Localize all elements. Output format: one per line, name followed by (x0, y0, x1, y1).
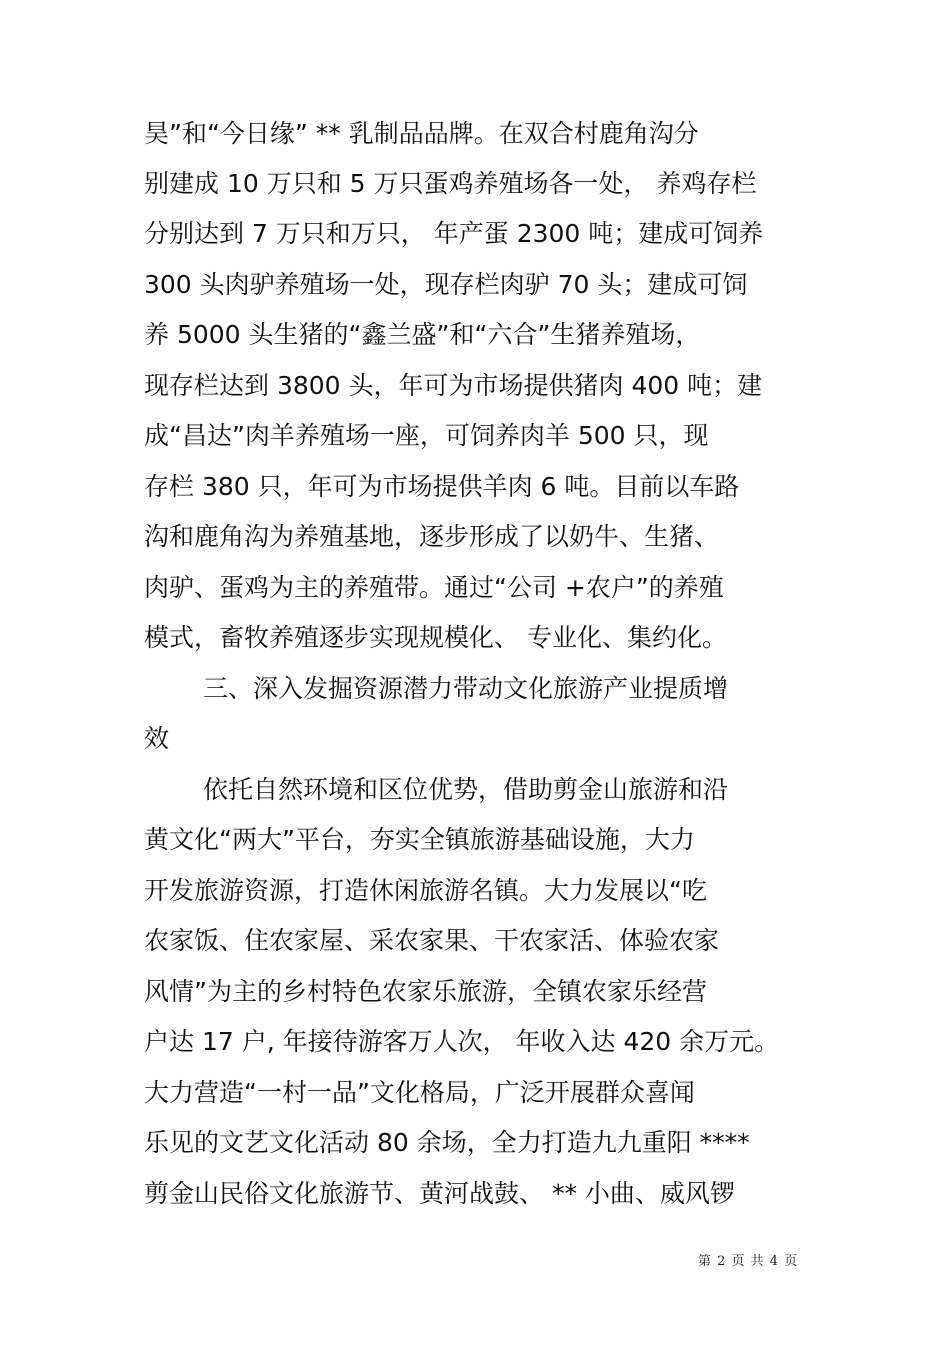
text-line: 沟和鹿角沟为养殖基地，逐步形成了以奶牛、生猪、 (144, 522, 720, 551)
text-line: 户达 17 户, 年接待游客万人次， 年收入达 420 余万元。 (144, 1027, 780, 1056)
text-line: 开发旅游资源，打造休闲旅游名镇。大力发展以“吃 (144, 876, 707, 905)
text-line: 成“昌达”肉羊养殖场一座，可饲养肉羊 500 只，现 (144, 421, 709, 450)
section-heading: 三、深入发掘资源潜力带动文化旅游产业提质增 (203, 674, 729, 703)
text-line: 存栏 380 只，年可为市场提供羊肉 6 吨。目前以车路 (144, 472, 740, 501)
text-line: 模式，畜牧养殖逐步实现规模化、 专业化、集约化。 (144, 623, 727, 652)
page-number-footer: 第 2 页 共 4 页 (698, 1254, 799, 1269)
text-line: 剪金山民俗文化旅游节、黄河战鼓、 ** 小曲、威风锣 (144, 1179, 735, 1208)
text-line: 黄文化“两大”平台，夯实全镇旅游基础设施，大力 (144, 825, 695, 854)
section-heading-continuation: 效 (144, 724, 170, 753)
text-line: 300 头肉驴养殖场一处，现存栏肉驴 70 头；建成可饲 (144, 270, 748, 299)
text-line: 分别达到 7 万只和万只， 年产蛋 2300 吨；建成可饲养 (144, 219, 764, 248)
text-line: 别建成 10 万只和 5 万只蛋鸡养殖场各一处， 养鸡存栏 (144, 169, 757, 198)
text-line: 乐见的文艺文化活动 80 余场，全力打造九九重阳 **** (144, 1128, 750, 1157)
text-line: 肉驴、蛋鸡为主的养殖带。通过“公司 +农户”的养殖 (144, 573, 724, 602)
text-line: 风情”为主的乡村特色农家乐旅游，全镇农家乐经营 (144, 977, 707, 1006)
text-line: 大力营造“一村一品”文化格局，广泛开展群众喜闻 (144, 1078, 695, 1107)
text-line: 农家饭、住农家屋、采农家果、干农家活、体验农家 (144, 926, 720, 955)
text-line: 昊”和“今日缘” ** 乳制品品牌。在双合村鹿角沟分 (144, 119, 699, 148)
text-line: 养 5000 头生猪的“鑫兰盛”和“六合”生猪养殖场， (144, 320, 701, 349)
text-line: 现存栏达到 3800 头，年可为市场提供猪肉 400 吨；建 (144, 371, 763, 400)
paragraph-first-line: 依托自然环境和区位优势，借助剪金山旅游和沿 (203, 775, 729, 804)
